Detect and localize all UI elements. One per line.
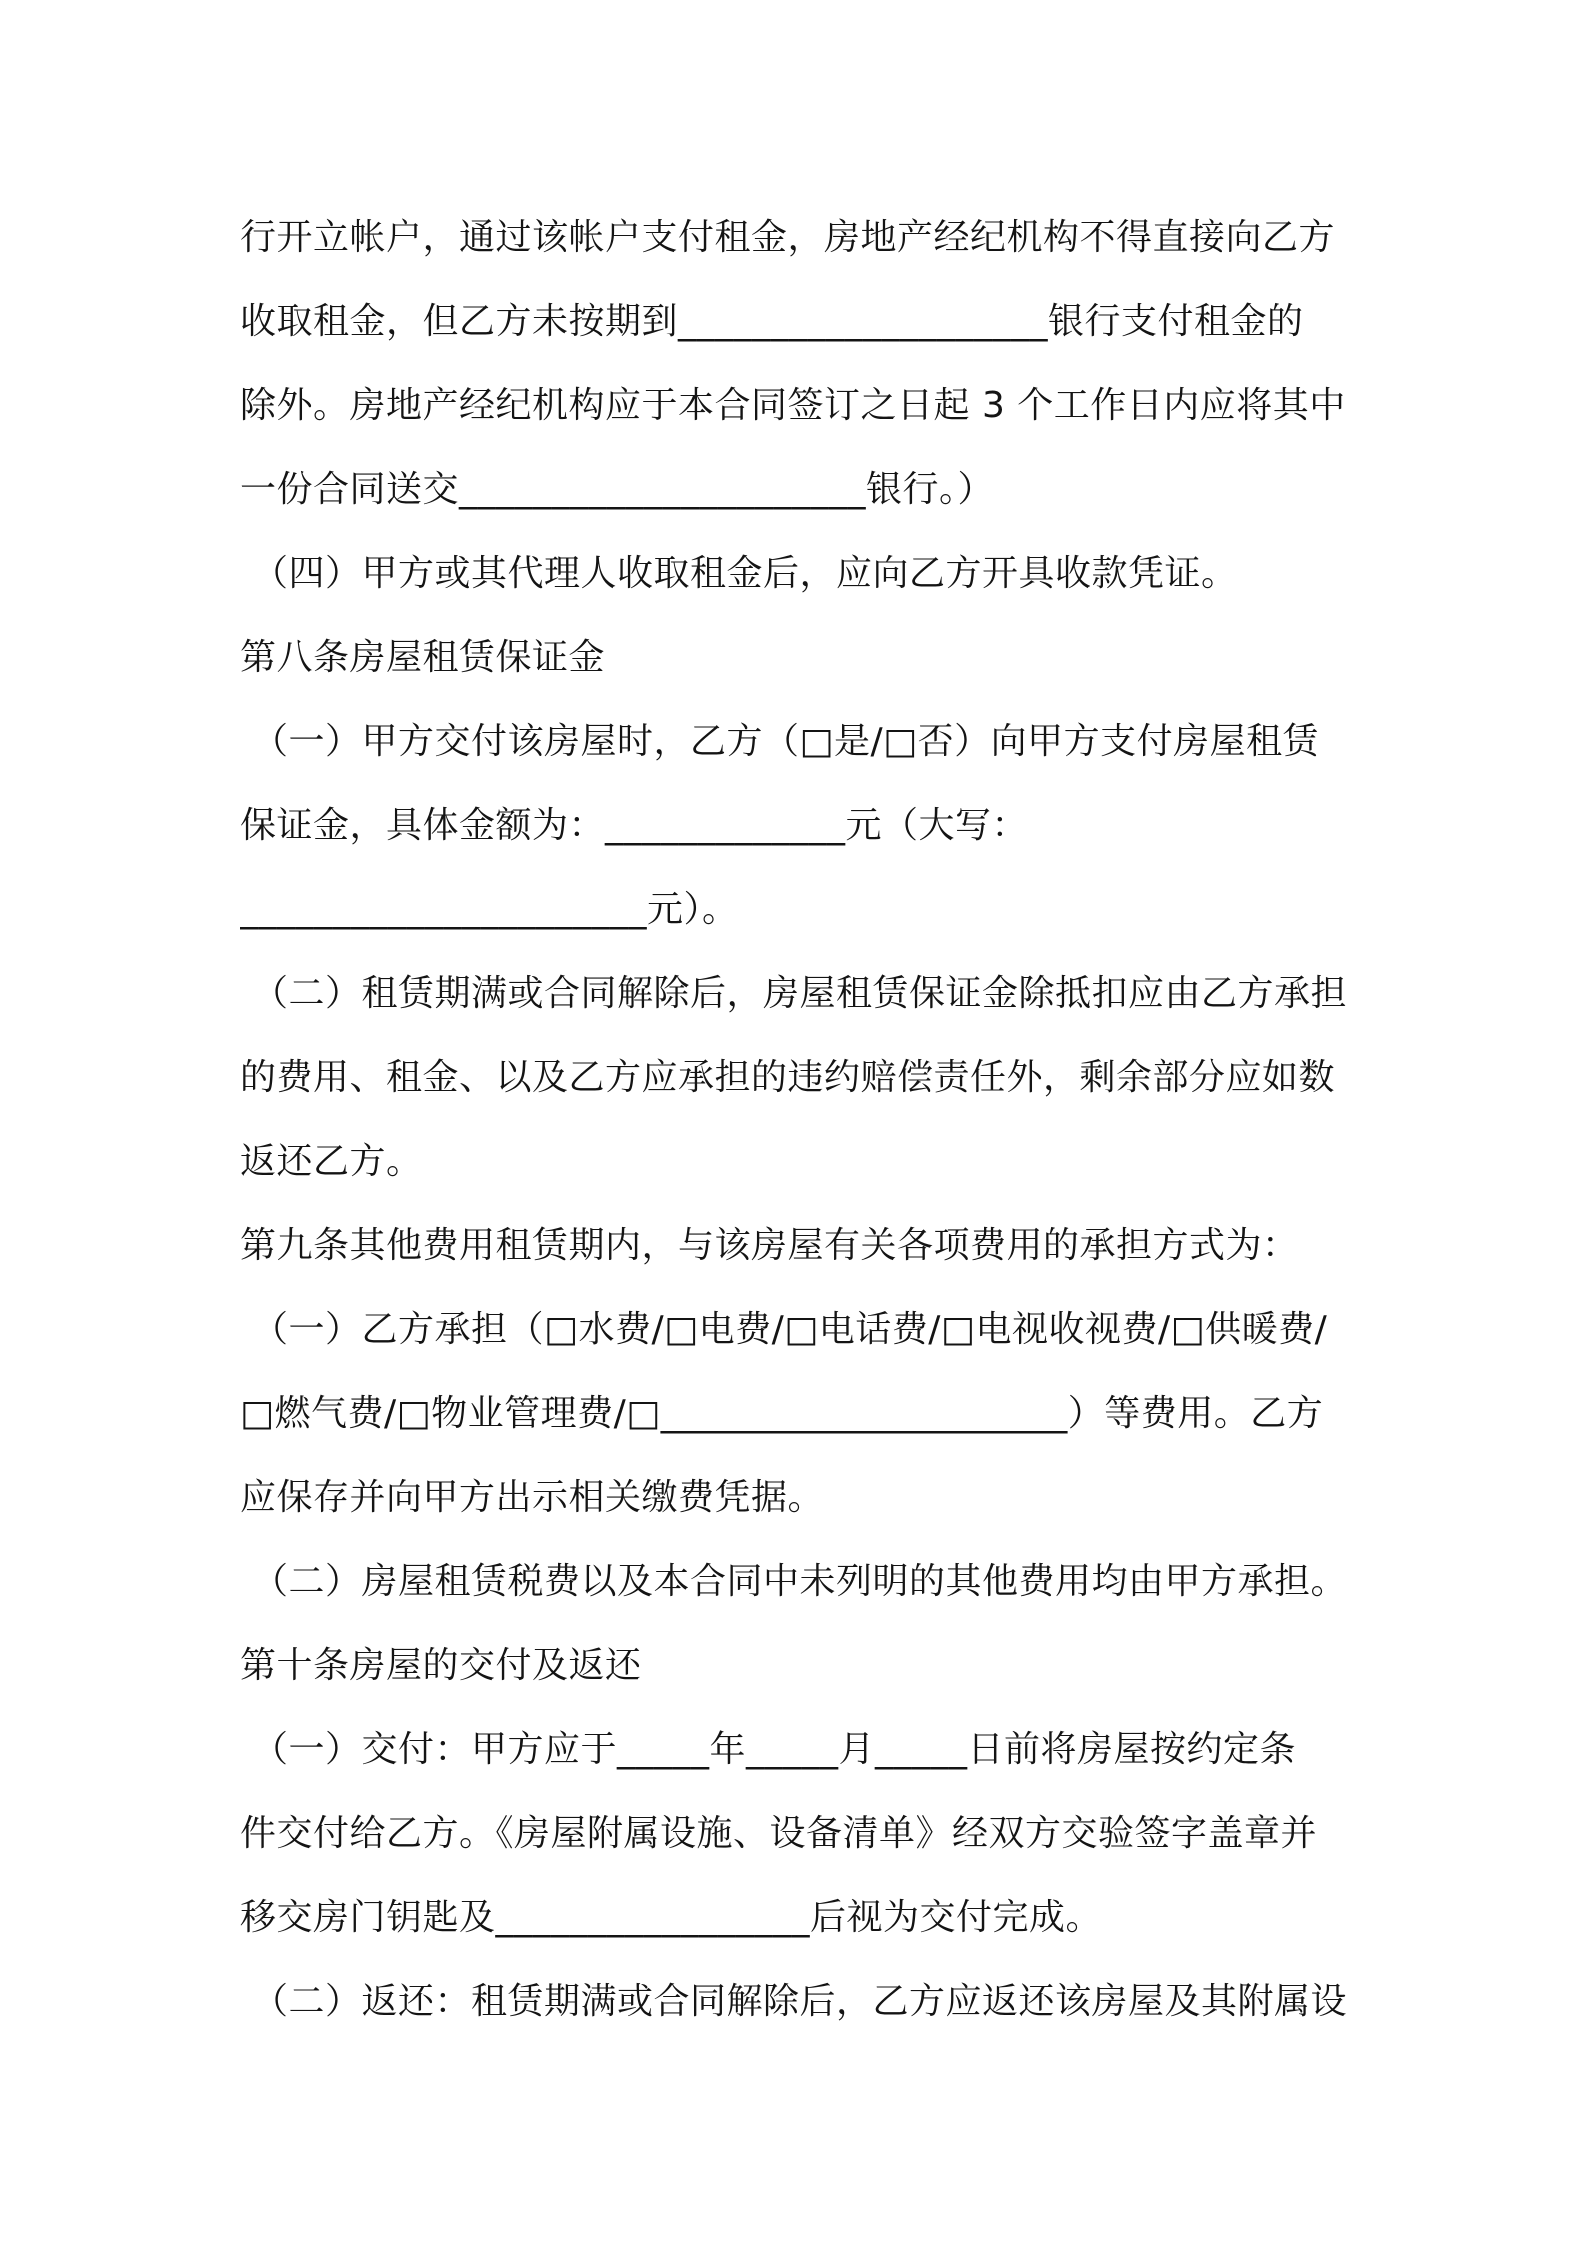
text-line: 收取租金，但乙方未按期到____________________银行支付租金的 bbox=[240, 301, 1304, 342]
text-line: 除外。房地产经纪机构应于本合同签订之日起 3 个工作日内应将其中 bbox=[240, 385, 1346, 426]
text-line: 移交房门钥匙及_________________后视为交付完成。 bbox=[240, 1897, 1103, 1938]
clause-line: （一）甲方交付该房屋时，乙方（□是/□否）向甲方支付房屋租赁 bbox=[252, 721, 1320, 762]
article-heading: 第十条房屋的交付及返还 bbox=[240, 1645, 642, 1686]
text-line: 保证金，具体金额为：_____________元（大写： bbox=[240, 805, 1029, 846]
text-line: 一份合同送交______________________银行。） bbox=[240, 469, 995, 510]
clause-line: （二）返还：租赁期满或合同解除后，乙方应返还该房屋及其附属设 bbox=[252, 1981, 1348, 2022]
clause-line: （四）甲方或其代理人收取租金后，应向乙方开具收款凭证。 bbox=[252, 553, 1238, 594]
text-line: 件交付给乙方。《房屋附属设施、设备清单》经双方交验签字盖章并 bbox=[240, 1813, 1318, 1854]
document-page bbox=[240, 196, 1360, 2044]
text-line: 的费用、租金、以及乙方应承担的违约赔偿责任外，剩余部分应如数 bbox=[240, 1057, 1336, 1098]
text-line: □燃气费/□物业管理费/□______________________）等费用。乙方 bbox=[240, 1393, 1324, 1434]
clause-line: （一）交付：甲方应于_____年_____月_____日前将房屋按约定条 bbox=[252, 1729, 1297, 1770]
text-line: 行开立帐户，通过该帐户支付租金，房地产经纪机构不得直接向乙方 bbox=[240, 217, 1336, 258]
text-line: ______________________元）。 bbox=[240, 889, 739, 930]
text-line: 应保存并向甲方出示相关缴费凭据。 bbox=[240, 1477, 825, 1518]
clause-line: （二）房屋租赁税费以及本合同中未列明的其他费用均由甲方承担。 bbox=[252, 1561, 1348, 1602]
text-line: 返还乙方。 bbox=[240, 1141, 423, 1182]
article-heading: 第八条房屋租赁保证金 bbox=[240, 637, 606, 678]
article-heading: 第九条其他费用租赁期内，与该房屋有关各项费用的承担方式为： bbox=[240, 1225, 1299, 1266]
clause-line: （一）乙方承担（□水费/□电费/□电话费/□电视收视费/□供暖费/ bbox=[252, 1309, 1328, 1350]
clause-line: （二）租赁期满或合同解除后，房屋租赁保证金除抵扣应由乙方承担 bbox=[252, 973, 1348, 1014]
